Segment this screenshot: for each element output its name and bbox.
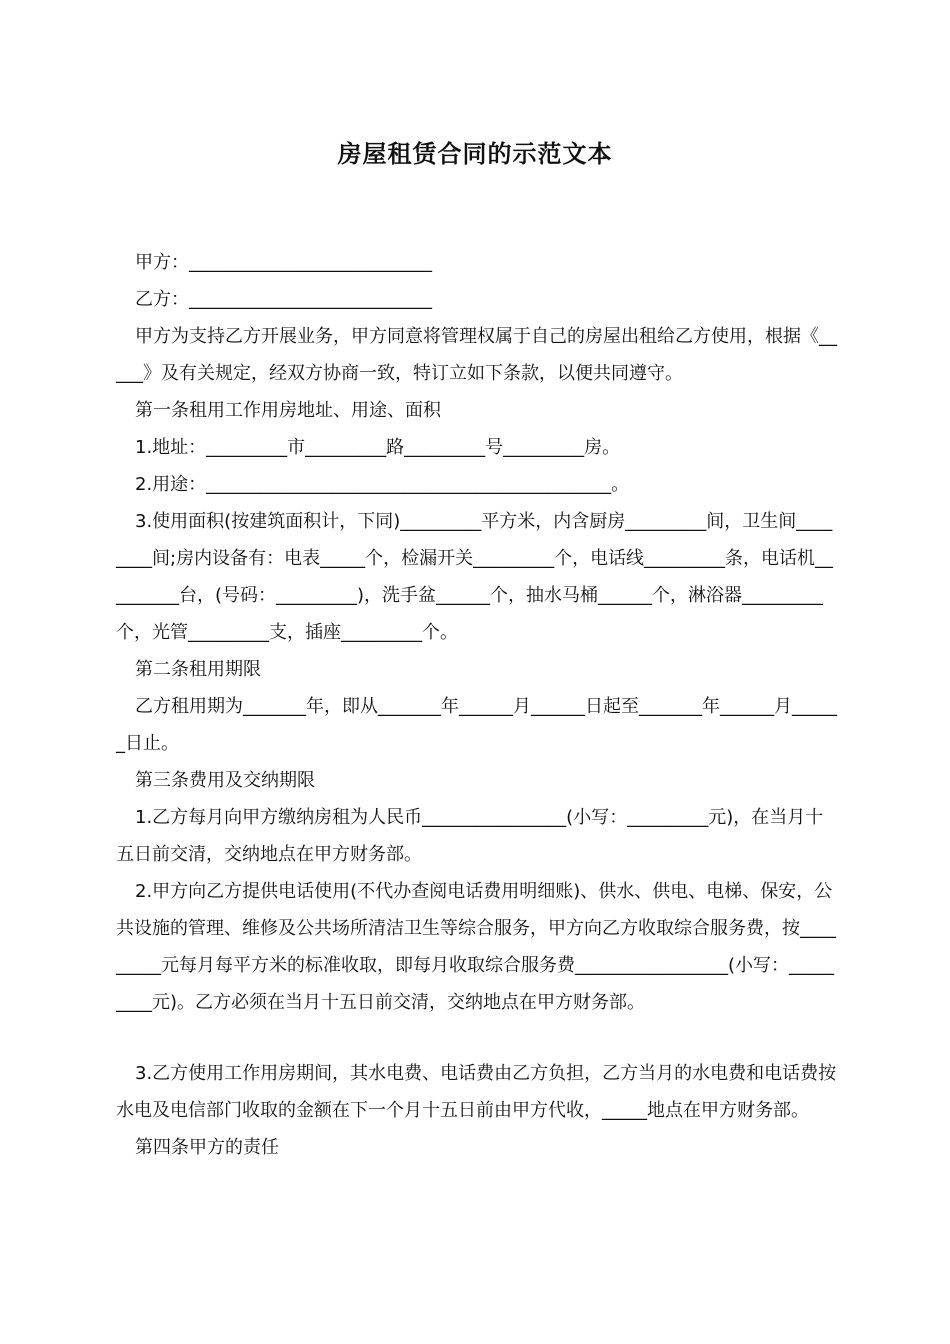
article-1-heading: 第一条租用工作用房地址、用途、面积 — [135, 400, 441, 421]
document-title: 房屋租赁合同的示范文本 — [337, 140, 613, 168]
article-1-item-2: 2.用途：_____________________________________________。 — [135, 474, 630, 495]
article-3-item-3: 3.乙方使用工作用房期间，其水电费、电话费由乙方负担，乙方当月的水电费和电话费按水电及电信部门收取的金额在下一个月十五日前由甲方代收，_____地点在甲方财务部。 — [116, 1063, 837, 1121]
party-b-line: 乙方：___________________________ — [135, 289, 432, 310]
preamble-paragraph: 甲方为支持乙方开展业务，甲方同意将管理权属于自己的房屋出租给乙方使用，根据《_____》及有关规定，经双方协商一致，特订立如下条款，以便共同遵守。 — [116, 326, 837, 384]
document-body — [116, 244, 840, 1166]
article-1-item-1: 1.地址：_________市_________路_________号_________房。 — [135, 437, 621, 458]
article-3-item-1: 1.乙方每月向甲方缴纳房租为人民币________________(小写：_________元)，在当月十五日前交清，交纳地点在甲方财务部。 — [116, 807, 824, 865]
article-2-heading: 第二条租用期限 — [135, 659, 261, 680]
article-2-paragraph: 乙方租用期为_______年，即从_______年______月______日起至_______年______月______日止。 — [116, 696, 837, 754]
article-3-item-2: 2.甲方向乙方提供电话使用(不代办查阅电话费用明细账)、供水、供电、电梯、保安，公共设施的管理、维修及公共场所清洁卫生等综合服务，甲方向乙方收取综合服务费，按_________元每月每平方米的标准收取，即每月收取综合服务费_________________(小写：_________元)。乙方必须在当月十五日前交清，交纳地点在甲方财务部。 — [116, 881, 836, 1013]
article-4-heading: 第四条甲方的责任 — [135, 1137, 279, 1158]
party-a-line: 甲方：___________________________ — [135, 252, 432, 273]
article-3-heading: 第三条费用及交纳期限 — [135, 770, 315, 791]
article-1-item-3: 3.使用面积(按建筑面积计，下同)_________平方米，内含厨房_________间，卫生间________间;房内设备有：电表_____个，检漏开关_________个，电话线_________条，电话机_________台，(号码：_________)，洗手盆______个，抽水马桶______个，淋浴器_________个，光管_________支，插座_________个。 — [116, 511, 834, 643]
